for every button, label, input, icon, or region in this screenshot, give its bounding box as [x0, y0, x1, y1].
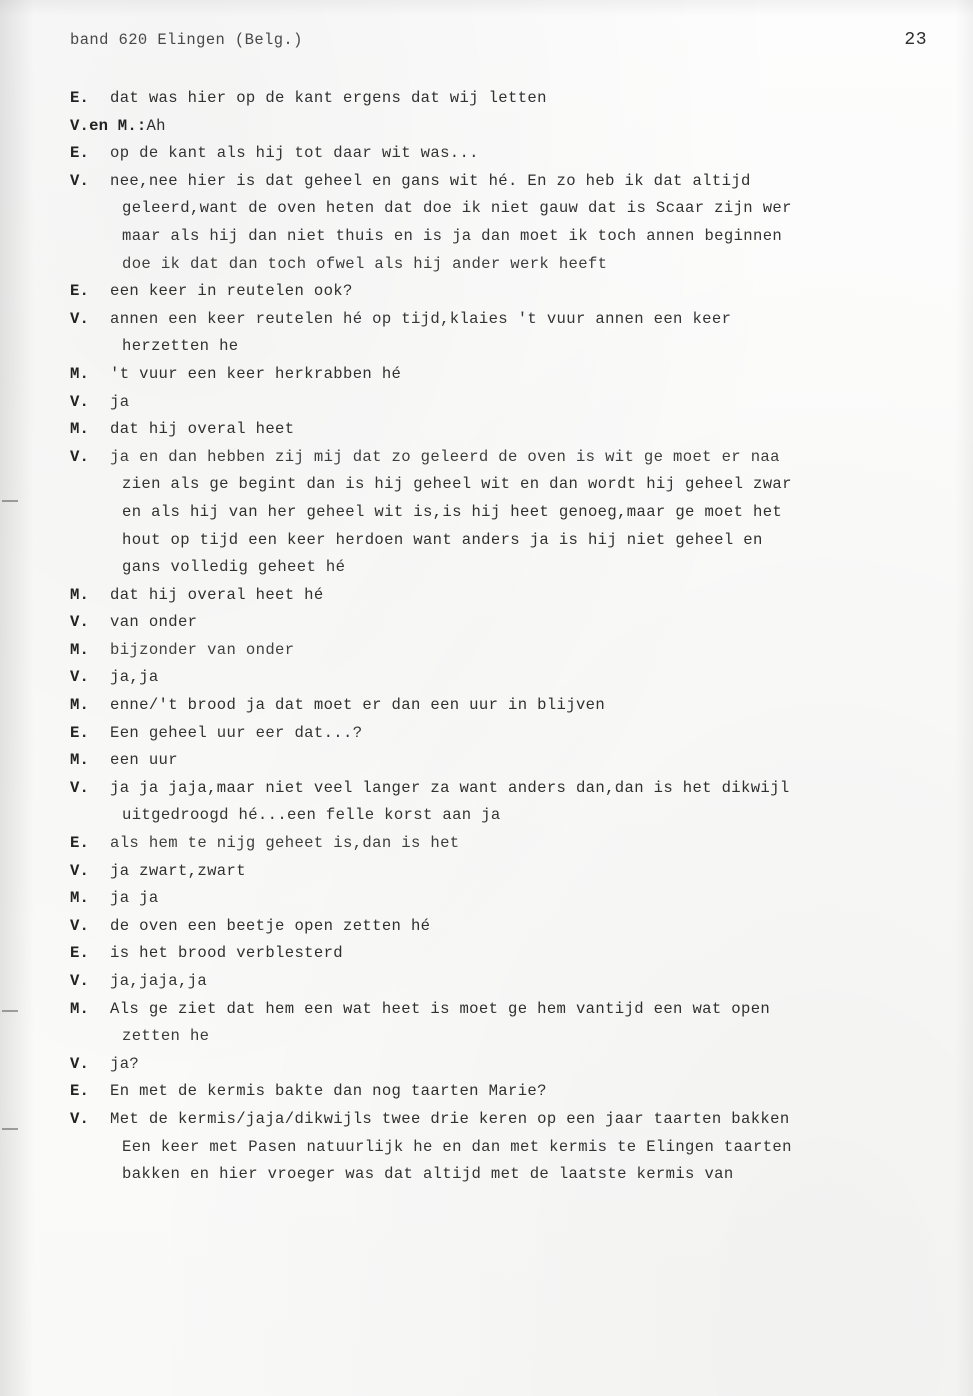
- transcript-text: van onder: [110, 613, 198, 632]
- speaker-label: E.: [70, 1082, 90, 1101]
- transcript-text: ja ja: [110, 889, 159, 908]
- transcript-line: [70, 223, 963, 251]
- speaker-label: M.: [70, 364, 90, 383]
- scan-tick-mark: [2, 500, 18, 502]
- transcript-text: ja: [110, 392, 130, 411]
- transcript-line: [70, 499, 963, 527]
- transcript-line: [70, 1161, 963, 1189]
- transcript-line: [70, 85, 963, 113]
- speaker-label: V.: [70, 1109, 90, 1128]
- transcript-line: [70, 940, 963, 968]
- transcript-line: [70, 444, 963, 472]
- transcript-text: een uur: [110, 751, 178, 770]
- transcript-line: [70, 1023, 963, 1051]
- transcript-line: [70, 664, 963, 692]
- speaker-label: V.: [70, 613, 90, 632]
- transcript-line: [70, 471, 963, 499]
- speaker-label: V.: [70, 668, 90, 687]
- speaker-label: M.: [70, 999, 90, 1018]
- speaker-label: M.: [70, 751, 90, 770]
- transcript-line: [70, 306, 963, 334]
- speaker-label: E.: [70, 723, 90, 742]
- speaker-label: V.: [70, 392, 90, 411]
- scan-tick-mark: [2, 1128, 18, 1130]
- transcript-text: Met de kermis/jaja/dikwijls twee drie keren op een jaar taarten bakken: [110, 1109, 790, 1128]
- band-label: band 620 Elingen (Belg.): [70, 31, 303, 49]
- transcript-line: [70, 609, 963, 637]
- transcript-line: [70, 637, 963, 665]
- transcript-line: [70, 720, 963, 748]
- transcript-line: [70, 278, 963, 306]
- transcript-line: [70, 333, 963, 361]
- transcript-text: annen een keer reutelen hé op tijd,klaies 't vuur annen een keer: [110, 309, 732, 328]
- speaker-label: V.en M.:: [70, 116, 147, 135]
- transcript-text: maar als hij dan niet thuis en is ja dan moet ik toch annen beginnen: [122, 226, 783, 245]
- speaker-label: V.: [70, 972, 90, 990]
- speaker-label: V.: [70, 171, 90, 190]
- speaker-label: E.: [70, 89, 90, 107]
- transcript-text: dat was hier op de kant ergens dat wij letten: [110, 89, 547, 107]
- transcript-text: ja en dan hebben zij mij dat zo geleerd de oven is wit ge moet er naa: [110, 447, 780, 466]
- transcript-line: [70, 885, 963, 913]
- transcript-line: [70, 858, 963, 886]
- transcript-text: ja ja jaja,maar niet veel langer za want anders dan,dan is het dikwijl: [110, 778, 790, 797]
- transcript-text: een keer in reutelen ook?: [110, 282, 353, 301]
- speaker-label: M.: [70, 420, 90, 439]
- transcript-line: [70, 1051, 963, 1079]
- transcript-text: Een geheel uur eer dat...?: [110, 723, 363, 742]
- transcript-line: [70, 802, 963, 830]
- transcript-text: ja,jaja,ja: [110, 972, 208, 990]
- transcript-line: [70, 416, 963, 444]
- scan-shadow-top: [0, 0, 973, 16]
- speaker-label: V.: [70, 447, 90, 466]
- transcript-text: zetten he: [122, 1027, 210, 1046]
- transcript-text: En met de kermis bakte dan nog taarten Marie?: [110, 1082, 547, 1101]
- transcript-line: [70, 361, 963, 389]
- transcript-text: Als ge ziet dat hem een wat heet is moet ge hem vantijd een wat open: [110, 999, 771, 1018]
- transcript-text: en als hij van her geheel wit is,is hij heet genoeg,maar ge moet het: [122, 502, 783, 521]
- transcript-text: als hem te nijg geheet is,dan is het: [110, 834, 460, 853]
- speaker-label: M.: [70, 696, 90, 715]
- transcript-body: [70, 85, 963, 1366]
- transcript-line: [70, 168, 963, 196]
- speaker-label: M.: [70, 585, 90, 604]
- transcript-text: Een keer met Pasen natuurlijk he en dan met kermis te Elingen taarten: [122, 1137, 792, 1156]
- transcript-text: zien als ge begint dan is hij geheel wit en dan wordt hij geheel zwar: [122, 475, 792, 494]
- transcript-text: dat hij overal heet hé: [110, 585, 324, 604]
- transcript-line: [70, 140, 963, 168]
- transcript-line: [70, 251, 963, 279]
- transcript-line: [70, 747, 963, 775]
- transcript-text: dat hij overal heet: [110, 420, 295, 439]
- speaker-label: V.: [70, 916, 90, 935]
- speaker-label: V.: [70, 778, 90, 797]
- speaker-label: E.: [70, 144, 90, 163]
- transcript-line: [70, 113, 963, 141]
- page-header: [70, 30, 933, 50]
- transcript-text: herzetten he: [122, 337, 239, 356]
- transcript-text: bakken en hier vroeger was dat altijd met de laatste kermis van: [122, 1165, 734, 1184]
- transcript-text: is het brood verblesterd: [110, 944, 343, 963]
- transcript-line: [70, 913, 963, 941]
- scan-tick-mark: [2, 1010, 18, 1012]
- transcript-line: [70, 830, 963, 858]
- transcript-text: uitgedroogd hé...een felle korst aan ja: [122, 806, 501, 825]
- page-number: 23: [904, 30, 927, 50]
- transcript-text: op de kant als hij tot daar wit was...: [110, 144, 479, 163]
- transcript-text: Ah: [146, 116, 166, 135]
- transcript-line: [70, 692, 963, 720]
- transcript-line: [70, 1078, 963, 1106]
- transcript-line: [70, 775, 963, 803]
- speaker-label: E.: [70, 944, 90, 963]
- transcript-text: gans volledig geheet hé: [122, 558, 346, 577]
- transcript-text: hout op tijd een keer herdoen want anders ja is hij niet geheel en: [122, 530, 763, 549]
- speaker-label: V.: [70, 1054, 90, 1073]
- transcript-line: [70, 1106, 963, 1134]
- transcript-text: ja?: [110, 1054, 140, 1073]
- transcript-line: [70, 389, 963, 417]
- speaker-label: E.: [70, 834, 90, 853]
- speaker-label: M.: [70, 889, 90, 908]
- transcript-text: enne/'t brood ja dat moet er dan een uur in blijven: [110, 696, 606, 715]
- speaker-label: V.: [70, 861, 90, 880]
- transcript-line: [70, 527, 963, 555]
- transcript-text: ja zwart,zwart: [110, 861, 246, 880]
- transcript-text: 't vuur een keer herkrabben hé: [110, 364, 402, 383]
- transcript-text: de oven een beetje open zetten hé: [110, 916, 431, 935]
- transcript-text: geleerd,want de oven heten dat doe ik niet gauw dat is Scaar zijn wer: [122, 199, 792, 218]
- transcript-line: [70, 582, 963, 610]
- transcript-line: [70, 1134, 963, 1162]
- transcript-line: [70, 996, 963, 1024]
- transcript-line: [70, 554, 963, 582]
- transcript-text: doe ik dat dan toch ofwel als hij ander werk heeft: [122, 254, 608, 273]
- speaker-label: M.: [70, 640, 90, 659]
- transcript-line: [70, 968, 963, 996]
- scan-shadow-left: [0, 0, 34, 1396]
- speaker-label: V.: [70, 309, 90, 328]
- speaker-label: E.: [70, 282, 90, 301]
- transcript-text: nee,nee hier is dat geheel en gans wit hé. En zo heb ik dat altijd: [110, 171, 751, 190]
- transcript-text: ja,ja: [110, 668, 159, 687]
- transcript-line: [70, 195, 963, 223]
- transcript-text: bijzonder van onder: [110, 640, 295, 659]
